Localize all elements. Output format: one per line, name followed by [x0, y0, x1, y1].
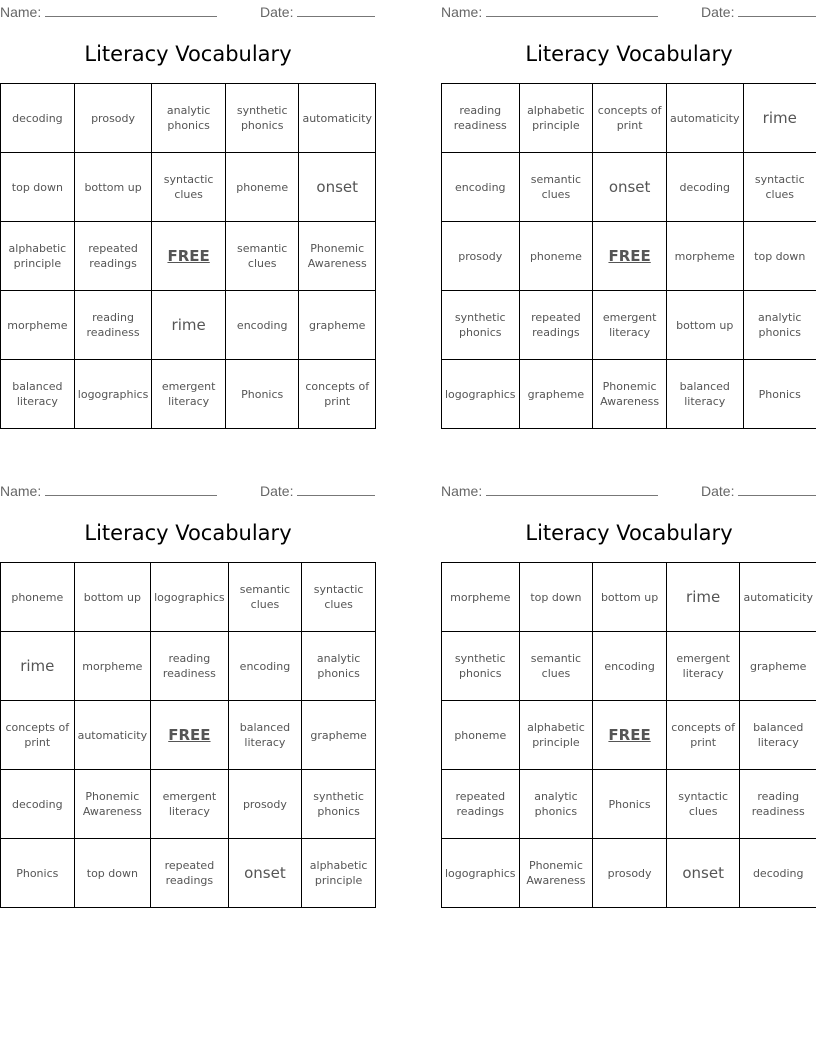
card-title: Literacy Vocabulary [525, 521, 733, 545]
date-label: Date: [260, 483, 294, 499]
grid-row [442, 360, 816, 429]
date-label: Date: [701, 4, 735, 20]
grid-row [1, 701, 376, 770]
grid-cell: decoding [667, 153, 744, 222]
grid-row [442, 222, 816, 291]
date-field [701, 482, 816, 499]
grid-cell: encoding [593, 632, 667, 701]
grid-cell: prosody [593, 839, 667, 908]
grid-cell: logographics [442, 839, 520, 908]
grid-cell: rime [743, 84, 816, 153]
grid-cell: encoding [228, 632, 302, 701]
grid-cell: reading readiness [442, 84, 520, 153]
grid-cell: logographics [74, 360, 152, 429]
grid-cell: synthetic phonics [442, 291, 520, 360]
date-label: Date: [260, 4, 294, 20]
bingo-grid [441, 562, 816, 908]
free-space: FREE [152, 222, 226, 291]
grid-cell: repeated readings [74, 222, 152, 291]
grid-cell: decoding [740, 839, 816, 908]
grid-cell: onset [593, 153, 667, 222]
grid-row [442, 839, 816, 908]
grid-row [442, 291, 816, 360]
grid-cell: top down [743, 222, 816, 291]
grid-cell: phoneme [1, 563, 75, 632]
name-line [45, 482, 217, 496]
grid-cell: syntactic clues [302, 563, 376, 632]
grid-cell: rime [1, 632, 75, 701]
grid-cell: analytic phonics [302, 632, 376, 701]
grid-cell: synthetic phonics [442, 632, 520, 701]
date-field [701, 3, 816, 20]
date-line [297, 482, 375, 496]
grid-row [1, 153, 376, 222]
grid-cell: analytic phonics [743, 291, 816, 360]
name-field [441, 482, 658, 499]
grid-cell: grapheme [740, 632, 816, 701]
grid-cell: semantic clues [519, 153, 593, 222]
grid-cell: analytic phonics [519, 770, 593, 839]
grid-cell: grapheme [302, 701, 376, 770]
grid-cell: Phonemic Awareness [593, 360, 667, 429]
card-title: Literacy Vocabulary [525, 42, 733, 66]
grid-cell: semantic clues [519, 632, 593, 701]
grid-cell: prosody [74, 84, 152, 153]
grid-row [1, 770, 376, 839]
grid-cell: onset [299, 153, 376, 222]
name-field [0, 482, 217, 499]
grid-cell: morpheme [667, 222, 744, 291]
grid-cell: reading readiness [74, 291, 152, 360]
grid-cell: encoding [442, 153, 520, 222]
grid-cell: syntactic clues [743, 153, 816, 222]
grid-cell: balanced literacy [228, 701, 302, 770]
name-line [45, 3, 217, 17]
grid-cell: Phonics [743, 360, 816, 429]
grid-cell: analytic phonics [152, 84, 226, 153]
grid-cell: onset [666, 839, 740, 908]
grid-row [1, 839, 376, 908]
grid-cell: concepts of print [1, 701, 75, 770]
grid-cell: concepts of print [666, 701, 740, 770]
grid-cell: emergent literacy [593, 291, 667, 360]
name-label: Name: [441, 483, 483, 499]
grid-cell: phoneme [225, 153, 299, 222]
name-date-row [0, 3, 376, 19]
grid-cell: alphabetic principle [302, 839, 376, 908]
grid-cell: phoneme [519, 222, 593, 291]
grid-row [442, 153, 816, 222]
name-date-row [441, 3, 816, 19]
grid-cell: rime [152, 291, 226, 360]
grid-cell: alphabetic principle [519, 84, 593, 153]
grid-cell: bottom up [74, 153, 152, 222]
grid-row [442, 632, 816, 701]
grid-row [1, 222, 376, 291]
grid-cell: syntactic clues [152, 153, 226, 222]
grid-row [1, 84, 376, 153]
card-title: Literacy Vocabulary [84, 521, 292, 545]
grid-cell: balanced literacy [667, 360, 744, 429]
grid-cell: automaticity [740, 563, 816, 632]
grid-cell: top down [1, 153, 75, 222]
grid-cell: morpheme [442, 563, 520, 632]
grid-cell: bottom up [593, 563, 667, 632]
grid-cell: emergent literacy [666, 632, 740, 701]
name-line [486, 482, 658, 496]
grid-cell: Phonics [593, 770, 667, 839]
grid-cell: grapheme [519, 360, 593, 429]
grid-cell: decoding [1, 84, 75, 153]
name-date-row [441, 482, 816, 498]
bingo-grid [0, 83, 376, 429]
name-field [441, 3, 658, 20]
date-line [738, 3, 816, 17]
date-line [297, 3, 375, 17]
grid-cell: decoding [1, 770, 75, 839]
grid-cell: onset [228, 839, 302, 908]
grid-cell: logographics [442, 360, 520, 429]
name-label: Name: [441, 4, 483, 20]
grid-cell: semantic clues [228, 563, 302, 632]
grid-cell: bottom up [667, 291, 744, 360]
grid-cell: concepts of print [593, 84, 667, 153]
grid-row [442, 770, 816, 839]
name-label: Name: [0, 4, 42, 20]
grid-cell: Phonics [1, 839, 75, 908]
grid-cell: concepts of print [299, 360, 376, 429]
grid-cell: prosody [228, 770, 302, 839]
grid-cell: grapheme [299, 291, 376, 360]
grid-cell: alphabetic principle [519, 701, 593, 770]
name-line [486, 3, 658, 17]
free-space: FREE [593, 701, 667, 770]
grid-cell: encoding [225, 291, 299, 360]
bingo-grid [441, 83, 816, 429]
bingo-grid [0, 562, 376, 908]
grid-row [442, 563, 816, 632]
grid-cell: morpheme [74, 632, 151, 701]
date-line [738, 482, 816, 496]
grid-row [442, 701, 816, 770]
name-field [0, 3, 217, 20]
free-space: FREE [593, 222, 667, 291]
grid-cell: syntactic clues [666, 770, 740, 839]
grid-cell: balanced literacy [740, 701, 816, 770]
free-space: FREE [151, 701, 229, 770]
grid-cell: alphabetic principle [1, 222, 75, 291]
name-date-row [0, 482, 376, 498]
date-label: Date: [701, 483, 735, 499]
grid-cell: emergent literacy [152, 360, 226, 429]
grid-cell: balanced literacy [1, 360, 75, 429]
card-title: Literacy Vocabulary [84, 42, 292, 66]
grid-cell: phoneme [442, 701, 520, 770]
grid-row [1, 360, 376, 429]
grid-cell: synthetic phonics [225, 84, 299, 153]
grid-cell: automaticity [74, 701, 151, 770]
grid-cell: Phonemic Awareness [74, 770, 151, 839]
grid-cell: morpheme [1, 291, 75, 360]
grid-cell: emergent literacy [151, 770, 229, 839]
grid-row [1, 563, 376, 632]
grid-cell: top down [519, 563, 593, 632]
grid-cell: prosody [442, 222, 520, 291]
grid-cell: Phonemic Awareness [299, 222, 376, 291]
grid-cell: automaticity [299, 84, 376, 153]
grid-cell: bottom up [74, 563, 151, 632]
grid-row [1, 291, 376, 360]
grid-cell: rime [666, 563, 740, 632]
grid-row [1, 632, 376, 701]
grid-cell: semantic clues [225, 222, 299, 291]
grid-cell: synthetic phonics [302, 770, 376, 839]
grid-cell: reading readiness [151, 632, 229, 701]
grid-cell: repeated readings [151, 839, 229, 908]
grid-cell: repeated readings [442, 770, 520, 839]
name-label: Name: [0, 483, 42, 499]
grid-row [442, 84, 816, 153]
date-field [260, 482, 375, 499]
grid-cell: top down [74, 839, 151, 908]
grid-cell: logographics [151, 563, 229, 632]
grid-cell: Phonemic Awareness [519, 839, 593, 908]
grid-cell: reading readiness [740, 770, 816, 839]
grid-cell: automaticity [667, 84, 744, 153]
grid-cell: Phonics [225, 360, 299, 429]
date-field [260, 3, 375, 20]
grid-cell: repeated readings [519, 291, 593, 360]
